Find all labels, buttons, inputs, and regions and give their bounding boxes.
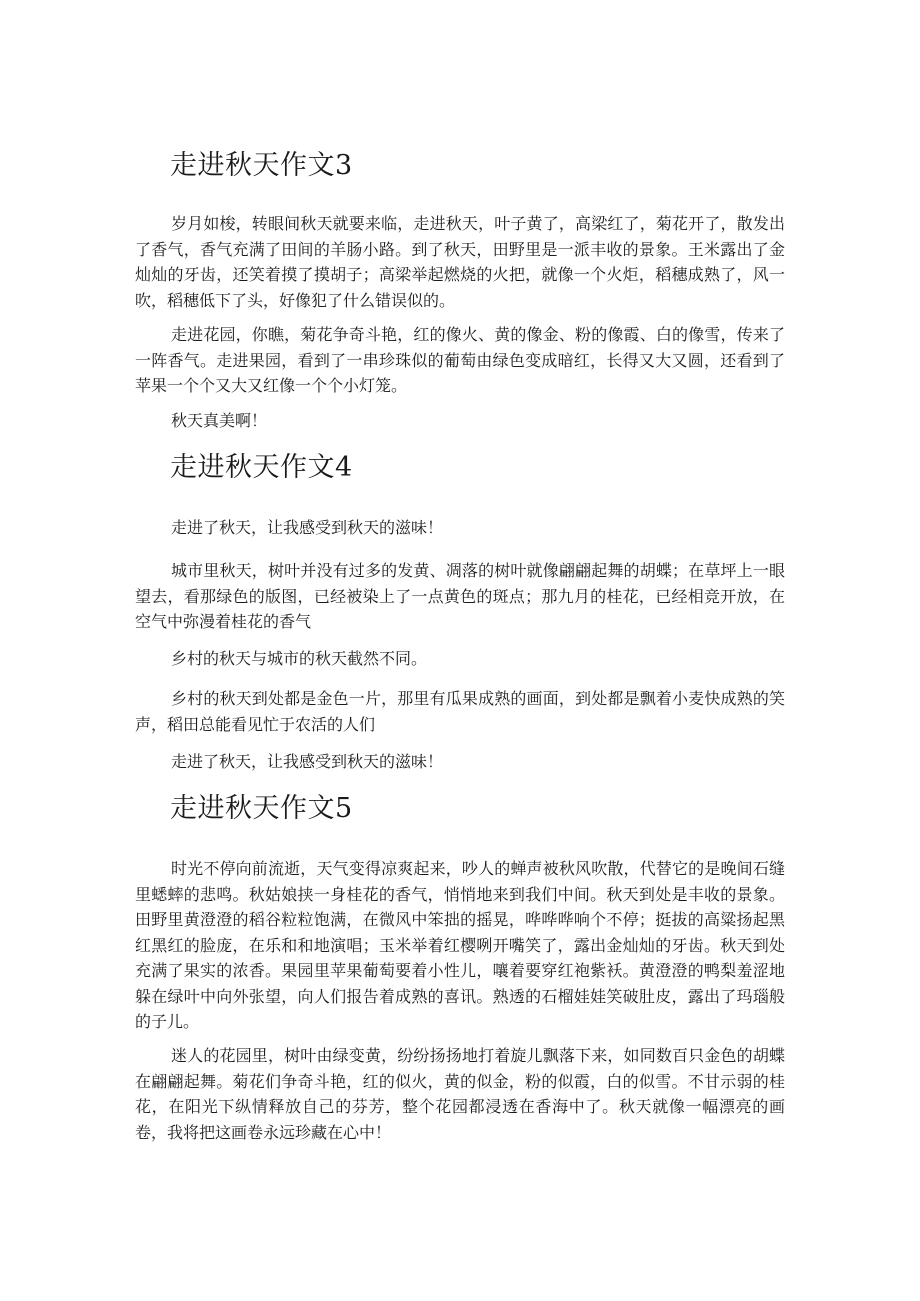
paragraph: 走进花园，你瞧，菊花争奇斗艳，红的像火、黄的像金、粉的像霞、白的像雪，传来了一阵香气。走进果园，看到了一串珍珠似的葡萄由绿色变成暗红，长得又大又圆，还看到了苹果一个个又大又红像一个个小灯笼。 (135, 325, 785, 395)
paragraph: 走进了秋天，让我感受到秋天的滋味！ (171, 518, 444, 537)
paragraph: 迷人的花园里，树叶由绿变黄，纷纷扬扬地打着旋儿飘落下来，如同数百只金色的胡蝶在翩翩起舞。菊花们争奇斗艳，红的似火，黄的似金，粉的似霞，白的似雪。不甘示弱的桂花，在阳光下纵情释放自己的芬芳，整个花园都浸透在香海中了。秋天就像一幅漂亮的画卷，我将把这画卷永远珍藏在心中！ (135, 1046, 785, 1142)
section-heading-3: 走进秋天作文3 (170, 150, 353, 181)
paragraph: 乡村的秋天到处都是金色一片，那里有瓜果成熟的画面，到处都是飘着小麦快成熟的笑声，稻田总能看见忙于农活的人们 (135, 689, 785, 734)
paragraph: 走进了秋天，让我感受到秋天的滋味！ (171, 752, 444, 771)
paragraph: 时光不停向前流逝，天气变得凉爽起来，吵人的蝉声被秋风吹散，代替它的是晚间石缝里蟋蟀的悲鸣。秋姑娘挟一身桂花的香气，悄悄地来到我们中间。秋天到处是丰收的景象。田野里黄澄澄的稻谷粒粒饱满，在微风中笨拙的摇晃，哗哗哗响个不停；挺拔的高粱扬起黑红黑红的脸庞，在乐和和地演唱；玉米举着红樱咧开嘴笑了，露出金灿灿的牙齿。秋天到处充满了果实的浓香。果园里苹果葡萄要着小性儿，嚷着要穿红袍紫袄。黄澄澄的鸭梨羞涩地躲在绿叶中向外张望，向人们报告着成熟的喜讯。熟透的石榴娃娃笑破肚皮，露出了玛瑙般的子儿。 (135, 859, 785, 1031)
section-heading-5: 走进秋天作文5 (170, 793, 353, 824)
paragraph: 城市里秋天，树叶并没有过多的发黄、凋落的树叶就像翩翩起舞的胡蝶；在草坪上一眼望去，看那绿色的版图，已经被染上了一点黄色的斑点；那九月的桂花，已经相竞开放，在空气中弥漫着桂花的香气 (135, 561, 785, 631)
section-heading-4: 走进秋天作文4 (170, 452, 353, 483)
paragraph: 乡村的秋天与城市的秋天截然不同。 (171, 649, 428, 668)
paragraph: 秋天真美啊！ (171, 411, 268, 430)
paragraph: 岁月如梭，转眼间秋天就要来临，走进秋天，叶子黄了，高梁红了，菊花开了，散发出了香气，香气充满了田间的羊肠小路。到了秋天，田野里是一派丰收的景象。王米露出了金灿灿的牙齿，还笑着摸了摸胡子；高梁举起燃烧的火把，就像一个火炬，稻穗成熟了，风一吹，稻穗低下了头，好像犯了什么错误似的。 (135, 214, 785, 310)
